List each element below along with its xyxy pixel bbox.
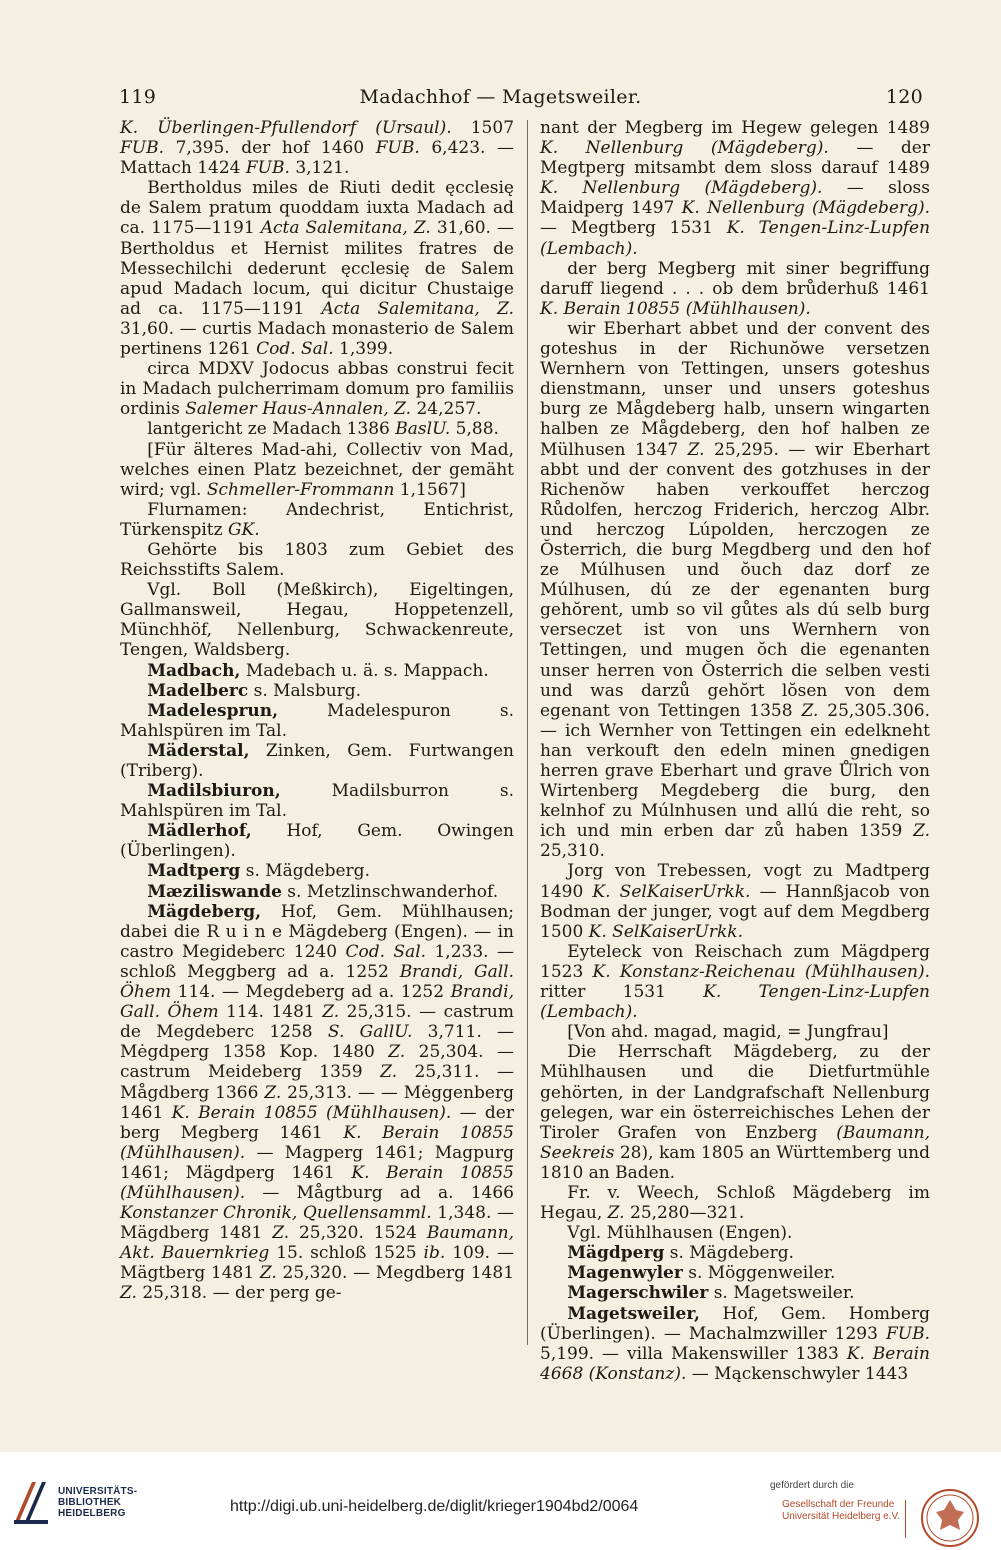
society-name bbox=[782, 1499, 900, 1523]
paragraph: Vgl. Boll (Meßkirch), Eigeltingen, Gallmansweil, Hegau, Hoppetenzell, Münchhöf, Nellenburg, Schwackenreute, Tengen, Waldsberg. bbox=[120, 580, 514, 661]
library-logo-icon bbox=[10, 1478, 52, 1528]
column-divider bbox=[527, 120, 528, 1345]
paragraph: Die Herrschaft Mägdeberg, zu der Mühlhausen und die Dietfurtmühle gehörten, in der Landgrafschaft Nellenburg gelegen, war ein österreichisches Lehen der Tiroler Grafen von Enzberg (Baumann, Seekreis 28), kam 1805 an Württemberg und 1810 an Baden. bbox=[540, 1042, 930, 1183]
lemma-entry: Magenwyler s. Möggenweiler. bbox=[567, 1263, 836, 1284]
lemma-entry: Madelberc s. Malsburg. bbox=[147, 680, 362, 701]
paragraph: Gehörte bis 1803 zum Gebiet des Reichsstifts Salem. bbox=[120, 539, 514, 581]
lemma-entry: Magerschwiler s. Magetsweiler. bbox=[567, 1283, 855, 1304]
paragraph: Fr. v. Weech, Schloß Mägdeberg im Hegau, Z. 25,280—321. bbox=[540, 1182, 930, 1224]
lemma-entry: Mägdeberg, Hof, Gem. Mühlhausen; dabei die R u i n e Mägdeberg (Engen). — in castro Megideberc 1240 Cod. Sal. 1,233. — schloß Meggberg ad a. 1252 Brandi, Gall. Öhem 114. — Megdeberg ad a. 1252 Brandi, Gall. Öhem 114. 1481 Z. 25,315. — castrum de Megdeberc 1258 S. GallU. 3,711. — Mėgdperg 1358 Kop. 1480 Z. 25,304. — castrum Meideberg 1359 Z. 25,311. — Mågdberg 1366 Z. 25,313. — — Mėggenberg 1461 K. Berain 10855 (Mühlhausen). — der berg Megberg 1461 K. Berain 10855 (Mühlhausen). — Magperg 1461; Magpurg 1461; Mägdperg 1461 K. Berain 10855 (Mühlhausen). — Mågtburg ad a. 1466 Konstanzer Chronik, Quellensamml. 1,348. — Mägdberg 1481 Z. 25,320. 1524 Baumann, Akt. Bauernkrieg 15. schloß 1525 ib. 109. — Mägtberg 1481 Z. 25,320. — Megdberg 1481 Z. 25,318. — der perg ge- bbox=[120, 901, 515, 1304]
library-name-line: UNIVERSITÄTS- bbox=[58, 1486, 138, 1497]
paragraph: der berg Megberg mit siner begriffung daruff liegend . . . ob dem brůderhuß 1461 K. Berain 10855 (Mühlhausen). bbox=[540, 258, 930, 319]
lemma-entry: Mädlerhof, Hof, Gem. Owingen (Überlingen). bbox=[120, 821, 514, 862]
library-name-line: HEIDELBERG bbox=[58, 1508, 126, 1519]
permalink-url[interactable]: http://digi.ub.uni-heidelberg.de/diglit/krieger1904bd2/0064 bbox=[230, 1498, 639, 1515]
footer-divider bbox=[905, 1500, 906, 1538]
page-number-right: 120 bbox=[885, 86, 923, 108]
paragraph: Vgl. Mühlhausen (Engen). bbox=[567, 1223, 793, 1244]
lemma-entry: Magetsweiler, Hof, Gem. Homberg (Überlingen). — Machalmzwiller 1293 FUB. 5,199. — villa Makenswiller 1383 K. Berain 4668 (Konstanz). — Mąckenschwyler 1443 bbox=[540, 1303, 931, 1384]
left-text-column bbox=[120, 118, 514, 1304]
lemma-entry: Madelesprun, Madelespuron s. Mahlspüren im Tal. bbox=[120, 700, 514, 741]
paragraph: [Von ahd. magad, magid, = Jungfrau] bbox=[567, 1022, 889, 1043]
paragraph: K. Überlingen-Pfullendorf (Ursaul). 1507 FUB. 7,395. der hof 1460 FUB. 6,423. — Mattach 1424 FUB. 3,121. bbox=[120, 118, 515, 179]
page-number-left: 119 bbox=[119, 86, 157, 108]
paragraph: [Für älteres Mad-ahi, Collectiv von Mad, welches einen Platz bezeichnet, der gemäht wird; vgl. Schmeller-Frommann 1,1567] bbox=[120, 439, 514, 500]
university-seal-icon bbox=[920, 1488, 980, 1548]
lemma-entry: Mäderstal, Zinken, Gem. Furtwangen (Triberg). bbox=[120, 740, 514, 781]
society-name-line: Gesellschaft der Freunde bbox=[782, 1499, 895, 1510]
lemma-entry: Madilsbiuron, Madilsburron s. Mahlspüren im Tal. bbox=[120, 781, 514, 822]
paragraph: Flurnamen: Andechrist, Entichrist, Türkenspitz GK. bbox=[120, 499, 514, 540]
right-text-column bbox=[540, 118, 930, 1384]
paragraph: lantgericht ze Madach 1386 BaslU. 5,88. bbox=[147, 419, 499, 440]
running-title: Madachhof — Magetsweiler. bbox=[359, 86, 642, 108]
lemma-entry: Madtperg s. Mägdeberg. bbox=[147, 861, 370, 882]
paragraph: nant der Megberg im Hegew gelegen 1489 K. Nellenburg (Mägdeberg). — der Megtperg mitsambt dem sloss darauf 1489 K. Nellenburg (Mägdeberg). — sloss Maidperg 1497 K. Nellenburg (Mägdeberg). — Megtberg 1531 K. Tengen-Linz-Lupfen (Lembach). bbox=[540, 118, 931, 259]
lemma-entry: Mägdperg s. Mägdeberg. bbox=[567, 1243, 795, 1264]
paragraph: Eyteleck von Reischach zum Mägdperg 1523 K. Konstanz-Reichenau (Mühlhausen). ritter 1531 K. Tengen-Linz-Lupfen (Lembach). bbox=[540, 941, 931, 1023]
paragraph: Jorg von Trebessen, vogt zu Madtperg 1490 K. SelKaiserUrkk. — Hannßjacob von Bodman der junger, vogt auf dem Megdberg 1500 K. SelKaiserUrkk. bbox=[540, 861, 931, 942]
funding-note: gefördert durch die bbox=[770, 1480, 854, 1491]
viewer-footer bbox=[0, 1452, 1001, 1550]
paragraph: Bertholdus miles de Riuti dedit ęcclesię de Salem pratum quoddam iuxta Madach ad ca. 1175—1191 Acta Salemitana, Z. 31,60. — Bertholdus et Hernist milites fratres de Messechilchi dederunt ęcclesię de Salem apud Madach locum, qui dicitur Chustaige ad ca. 1175—1191 Acta Salemitana, Z. 31,60. — curtis Madach monasterio de Salem pertinens 1261 Cod. Sal. 1,399. bbox=[120, 178, 514, 360]
paragraph: wir Eberhart abbet und der convent des goteshus in der Richunŏwe versetzen Wernhern von Tettingen, unsers goteshus dienstmann, unser und unsers goteshus burg ze Mågdeberg halb, unsern wingarten halben ze Mågdeberg, den hof halben ze Mülhusen 1347 Z. 25,295. — wir Eberhart abbt und der convent des gotzhuses in der Richenŏw haben verkouffet herczog Růdolfen, herczog Friderich, herczog Albr. und herczog Lúpolden, herczogen ze Ŏsterrich, die burg Megdberg und den hof ze Múlhusen und ŏuch daz dorf ze Múlhusen, dú ze der egenanten burg gehŏrent, umb so vil gůtes als dú selb burg verseczet ist von uns Wernhern von Tettingen, und mugen ŏch die egenanten unser herren von Ŏsterrich die selben vesti und was darzů gehŏrt lŏsen von dem egenant von Tettingen 1358 Z. 25,305.306. — ich Wernher von Tettingen ein edelkneht han verkouft den edeln minen gnedigen herren grave Eberhart und grave Ůlrich von Wirtenberg Megdeberg die burg, den kelnhof zu Múlnhusen und allú die reht, so ich und min erben dar zů haben 1359 Z. 25,310. bbox=[540, 318, 930, 862]
library-name-line: BIBLIOTHEK bbox=[58, 1497, 122, 1508]
paragraph: circa MDXV Jodocus abbas construi fecit in Madach pulcherrimam domum pro familiis ordinis Salemer Haus-Annalen, Z. 24,257. bbox=[120, 359, 514, 420]
society-name-line: Universität Heidelberg e.V. bbox=[782, 1511, 901, 1522]
library-name bbox=[58, 1486, 137, 1519]
lemma-entry: Madbach, Madebach u. ä. s. Mappach. bbox=[147, 660, 489, 681]
lemma-entry: Mæziliswande s. Metzlinschwanderhof. bbox=[147, 881, 499, 902]
